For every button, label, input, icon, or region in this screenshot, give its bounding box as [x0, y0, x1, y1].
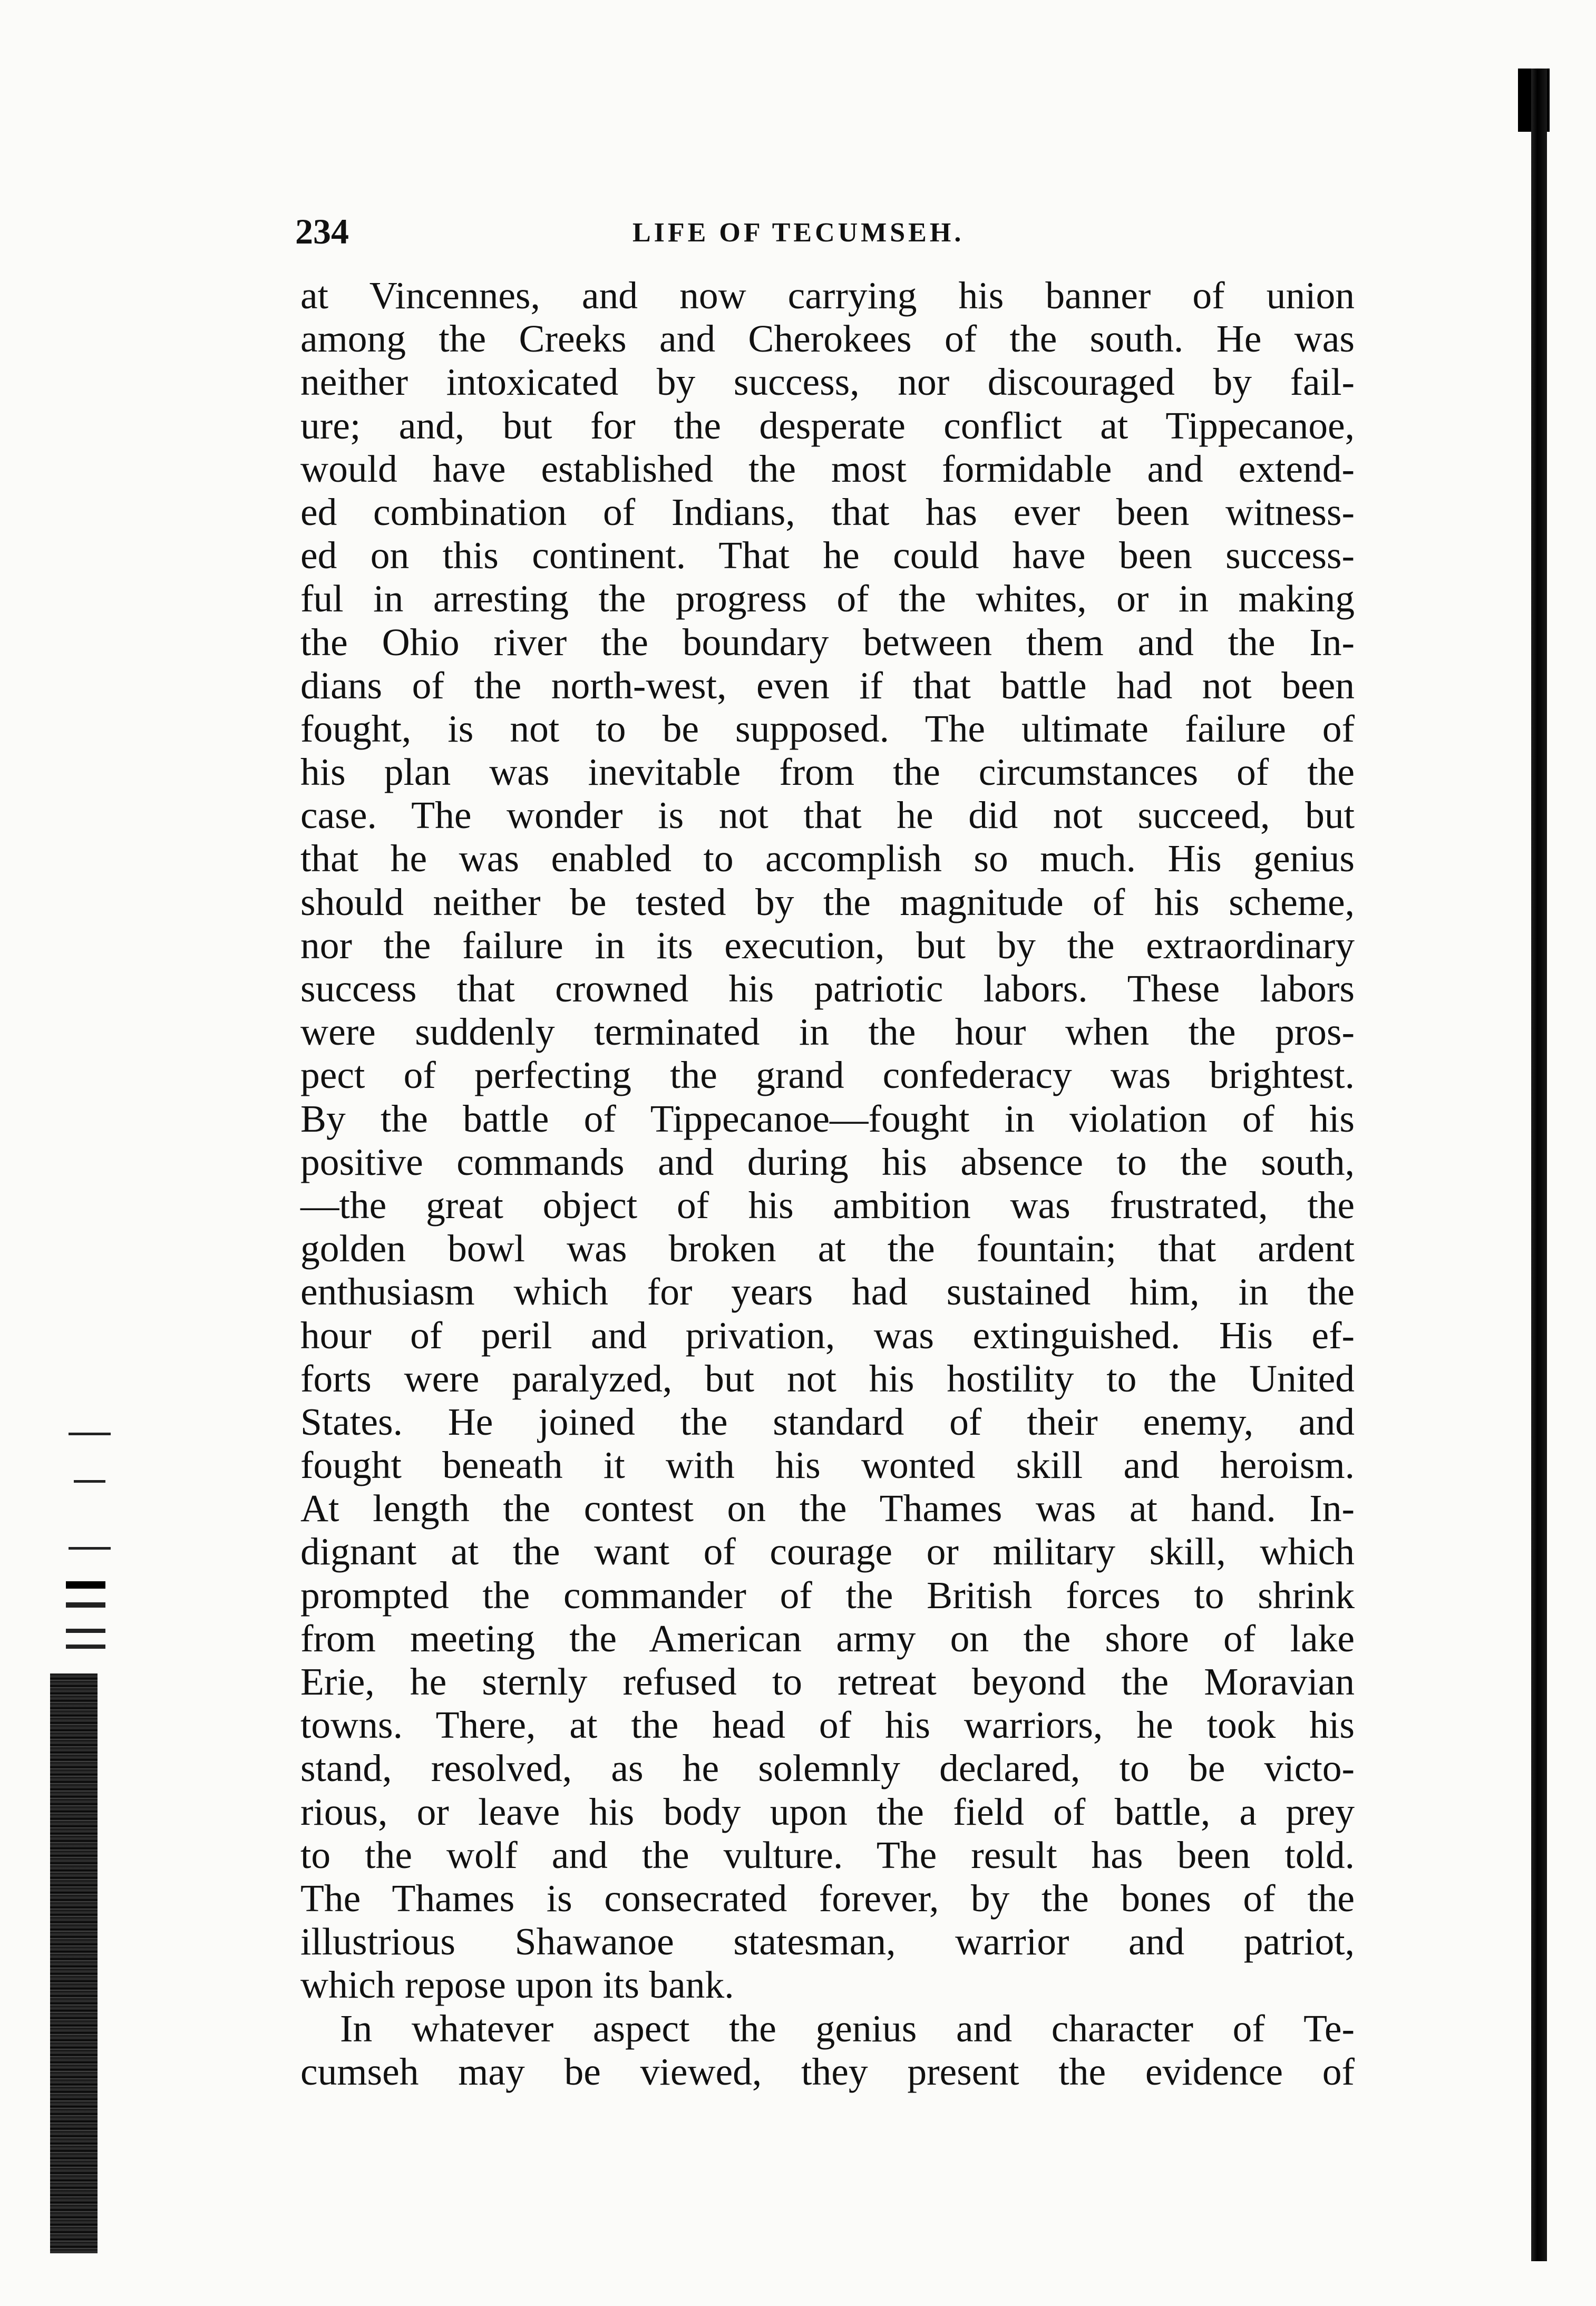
text-line: which repose upon its bank. [300, 1963, 734, 2007]
text-line: States. He joined the standard of their enemy, and [300, 1400, 1355, 1443]
text-line: neither intoxicated by success, nor discouraged by fail- [300, 361, 1355, 404]
text-line: success that crowned his patriotic labors. These labors [300, 967, 1355, 1010]
text-line: ed on this continent. That he could have been success- [300, 534, 1355, 577]
scan-mark [66, 1645, 105, 1649]
text-line: ed combination of Indians, that has ever been witness- [300, 490, 1355, 533]
scan-mark [66, 1602, 105, 1608]
text-line: towns. There, at the head of his warriors, he took his [300, 1704, 1355, 1747]
text-line: stand, resolved, as he solemnly declared, to be victo- [300, 1747, 1355, 1790]
text-line: case. The wonder is not that he did not succeed, but [300, 794, 1355, 837]
page-header [295, 211, 1365, 258]
text-line: ful in arresting the progress of the whites, or in making [300, 577, 1355, 620]
text-line: that he was enabled to accomplish so much. His genius [300, 837, 1355, 880]
text-line: ure; and, but for the desperate conflict at Tippecanoe, [300, 404, 1355, 447]
text-line: dignant at the want of courage or military skill, which [300, 1530, 1355, 1573]
scan-margin-artifact [50, 1673, 98, 2253]
text-line: the Ohio river the boundary between them and the In- [300, 620, 1355, 664]
text-line: from meeting the American army on the shore of lake [300, 1617, 1355, 1660]
text-line: By the battle of Tippecanoe—fought in violation of his [300, 1097, 1355, 1140]
text-line: prompted the commander of the British forces to shrink [300, 1573, 1355, 1617]
body-text [300, 274, 1355, 2094]
text-line: nor the failure in its execution, but by the extraordinary [300, 923, 1355, 967]
text-line: At length the contest on the Thames was at hand. In- [300, 1487, 1355, 1530]
text-line: were suddenly terminated in the hour when the pros- [300, 1010, 1355, 1054]
text-line: illustrious Shawanoe statesman, warrior and patriot, [300, 1920, 1355, 1963]
text-line: to the wolf and the vulture. The result has been told. [300, 1833, 1355, 1876]
text-line: should neither be tested by the magnitude of his scheme, [300, 880, 1355, 923]
text-line: at Vincennes, and now carrying his banner of union [300, 274, 1355, 317]
scan-mark [69, 1433, 111, 1435]
binding-edge-shadow [1531, 69, 1547, 2261]
text-line: positive commands and during his absence to the south, [300, 1140, 1355, 1183]
text-line: among the Creeks and Cherokees of the south. He was [300, 317, 1355, 361]
scan-mark [74, 1480, 105, 1483]
text-line: rious, or leave his body upon the field of battle, a prey [300, 1790, 1355, 1833]
text-line: fought, is not to be supposed. The ultimate failure of [300, 707, 1355, 750]
running-title: LIFE OF TECUMSEH. [632, 218, 965, 248]
text-line: enthusiasm which for years had sustained him, in the [300, 1270, 1355, 1313]
text-line: —the great object of his ambition was frustrated, the [300, 1183, 1355, 1227]
text-line: forts were paralyzed, but not his hostility to the United [300, 1357, 1355, 1400]
text-line: Erie, he sternly refused to retreat beyond the Moravian [300, 1660, 1355, 1703]
scan-mark [69, 1547, 111, 1550]
scan-mark [66, 1581, 105, 1589]
text-line: hour of peril and privation, was extinguished. His ef- [300, 1313, 1355, 1357]
text-line: his plan was inevitable from the circumstances of the [300, 751, 1355, 794]
text-line: fought beneath it with his wonted skill and heroism. [300, 1444, 1355, 1487]
text-line: pect of perfecting the grand confederacy was brightest. [300, 1054, 1355, 1097]
text-line: cumseh may be viewed, they present the evidence of [300, 2050, 1355, 2093]
text-line: dians of the north-west, even if that battle had not been [300, 664, 1355, 707]
text-line: would have established the most formidable and extend- [300, 447, 1355, 490]
scan-mark [66, 1629, 105, 1633]
text-line: In whatever aspect the genius and character of Te- [340, 2007, 1355, 2050]
text-line: golden bowl was broken at the fountain; that ardent [300, 1227, 1355, 1270]
text-line: The Thames is consecrated forever, by the bones of the [300, 1876, 1355, 1920]
page-number: 234 [295, 211, 349, 251]
